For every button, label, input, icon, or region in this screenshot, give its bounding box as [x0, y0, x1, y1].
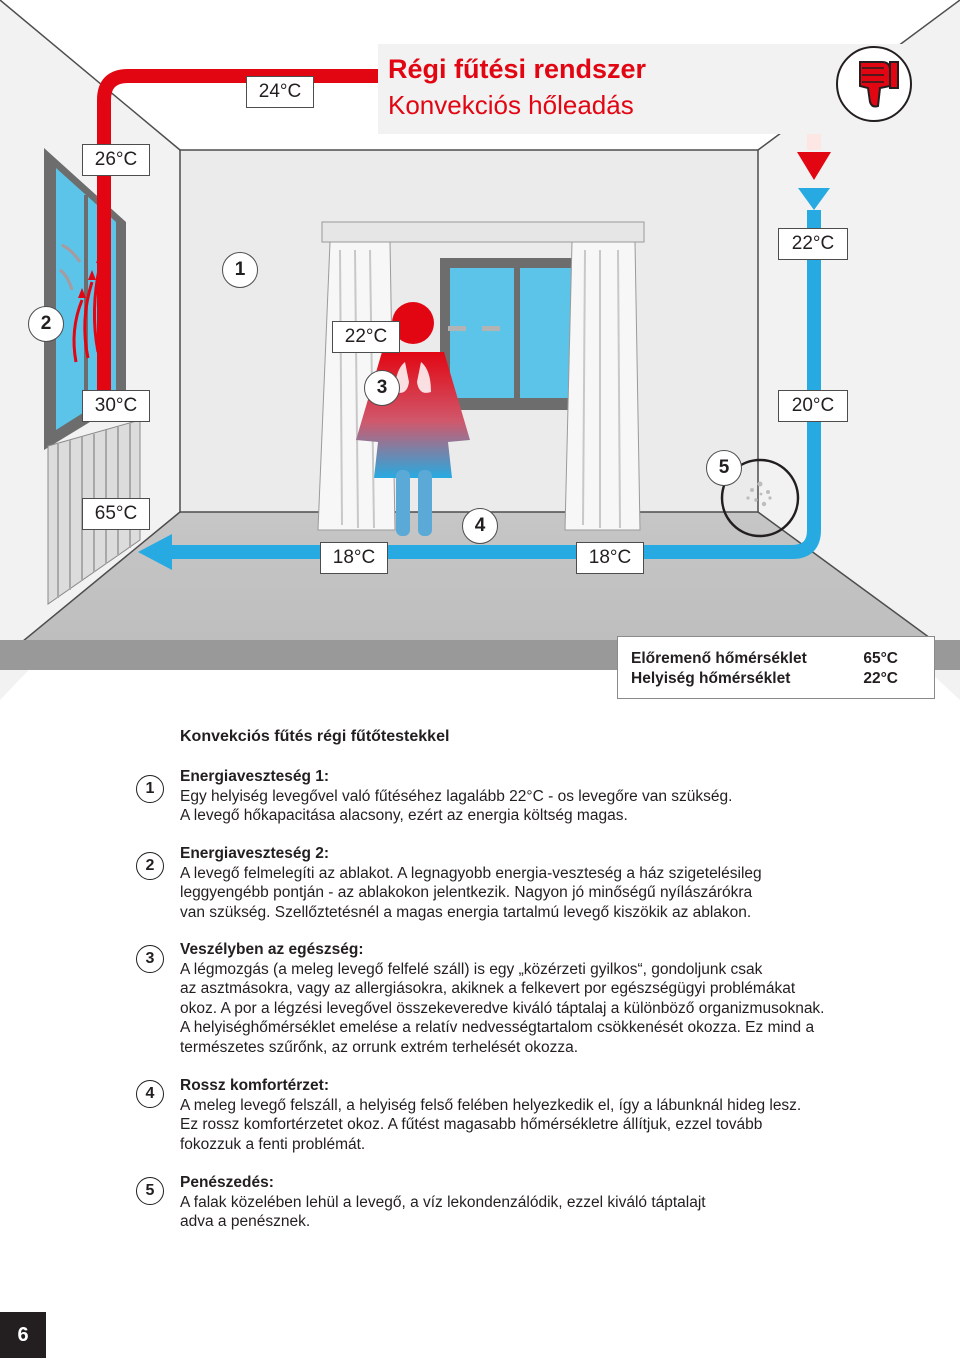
marker-3: 3	[364, 370, 400, 406]
item-number: 3	[136, 945, 164, 973]
temp-wall-top-left: 26°C	[82, 144, 150, 176]
item-4	[180, 1076, 860, 1154]
item-line: leggyengébb pontján - az ablakokon jelentkezik. Nagyon jó minőségű nyílászárókra	[180, 884, 753, 901]
temp-window-bottom: 30°C	[82, 390, 150, 422]
thumbs-down-icon	[836, 46, 912, 122]
item-number: 2	[136, 852, 164, 880]
marker-1: 1	[222, 252, 258, 288]
page-title: Régi fűtési rendszer	[388, 54, 647, 84]
section-intro: Konvekciós fűtés régi fűtőtestekkel	[180, 728, 450, 745]
marker-5: 5	[706, 450, 742, 486]
legend-label: Helyiség hőmérséklet	[631, 670, 791, 687]
marker-4: 4	[462, 508, 498, 544]
item-line: A légmozgás (a meleg levegő felfelé száll) is egy „közérzeti gyilkos“, gondoljunk csak	[180, 960, 763, 978]
item-line: van szükség. Szellőztetésnél a magas energia tartalmú levegő kiszökik az ablakon.	[180, 903, 752, 921]
temp-floor-left: 18°C	[320, 542, 388, 574]
marker-2: 2	[28, 306, 64, 342]
temperature-legend	[617, 636, 935, 699]
item-5	[180, 1173, 860, 1232]
item-line: A levegő hőkapacitása alacsony, ezért az energia költség magas.	[180, 807, 628, 824]
item-3	[180, 940, 860, 1057]
item-line: A helyiséghőmérséklet emelése a relatív nedvességtartalom csökkenését okozza. Ez mind a	[180, 1019, 815, 1036]
item-line: természetes szűrőnk, az orrunk extrém terhelését okozza.	[180, 1038, 578, 1056]
temp-ceiling-right: 22°C	[778, 228, 848, 260]
item-line: A meleg levegő felszáll, a helyiség felső felében helyezkedik el, így a lábunknál hideg lesz.	[180, 1096, 802, 1114]
item-heading: Rossz komfortérzet:	[180, 1077, 329, 1094]
item-line: okoz. A por a légzési levegővel összekeveredve kiváló táptalaj a különböző organizmusoknak.	[180, 999, 825, 1017]
item-2	[180, 844, 860, 922]
item-number: 1	[136, 775, 164, 803]
item-heading: Penészedés:	[180, 1174, 274, 1191]
item-number: 5	[136, 1177, 164, 1205]
temp-radiator: 65°C	[82, 498, 150, 530]
item-number: 4	[136, 1080, 164, 1108]
item-line: Egy helyiség levegővel való fűtéséhez lagalább 22°C - os levegőre van szükség.	[180, 787, 733, 805]
item-line: A falak közelében lehül a levegő, a víz lekondenzálódik, ezzel kiváló táptalajt	[180, 1193, 706, 1211]
page-subtitle: Konvekciós hőleadás	[388, 90, 634, 120]
temp-middle-air: 22°C	[332, 321, 400, 353]
legend-row-room	[631, 670, 898, 690]
temp-floor-right: 18°C	[576, 542, 644, 574]
item-line: adva a penésznek.	[180, 1213, 311, 1230]
legend-row-flow	[631, 650, 898, 670]
page-number: 6	[0, 1312, 46, 1358]
item-heading: Energiaveszteség 1:	[180, 768, 330, 785]
item-line: Ez rossz komfortérzetet okoz. A fűtést magasabb hőmérsékletre állítjuk, ezzel tovább	[180, 1116, 763, 1133]
item-1	[180, 767, 860, 826]
item-heading: Veszélyben az egészség:	[180, 941, 364, 958]
item-line: A levegő felmelegíti az ablakot. A legnagyobb energia-veszteség a ház szigetelésileg	[180, 864, 762, 882]
legend-value: 65°C	[863, 650, 898, 667]
item-heading: Energiaveszteség 2:	[180, 845, 330, 862]
temp-right-wall: 20°C	[778, 390, 848, 422]
legend-value: 22°C	[863, 670, 898, 687]
item-line: az asztmásokra, vagy az allergiásokra, akiknek a felkevert por egészségügyi problémákat	[180, 980, 796, 997]
temp-ceiling-left: 24°C	[246, 76, 314, 108]
item-line: fokozzuk a fenti problémát.	[180, 1135, 366, 1153]
legend-label: Előremenő hőmérséklet	[631, 650, 807, 667]
